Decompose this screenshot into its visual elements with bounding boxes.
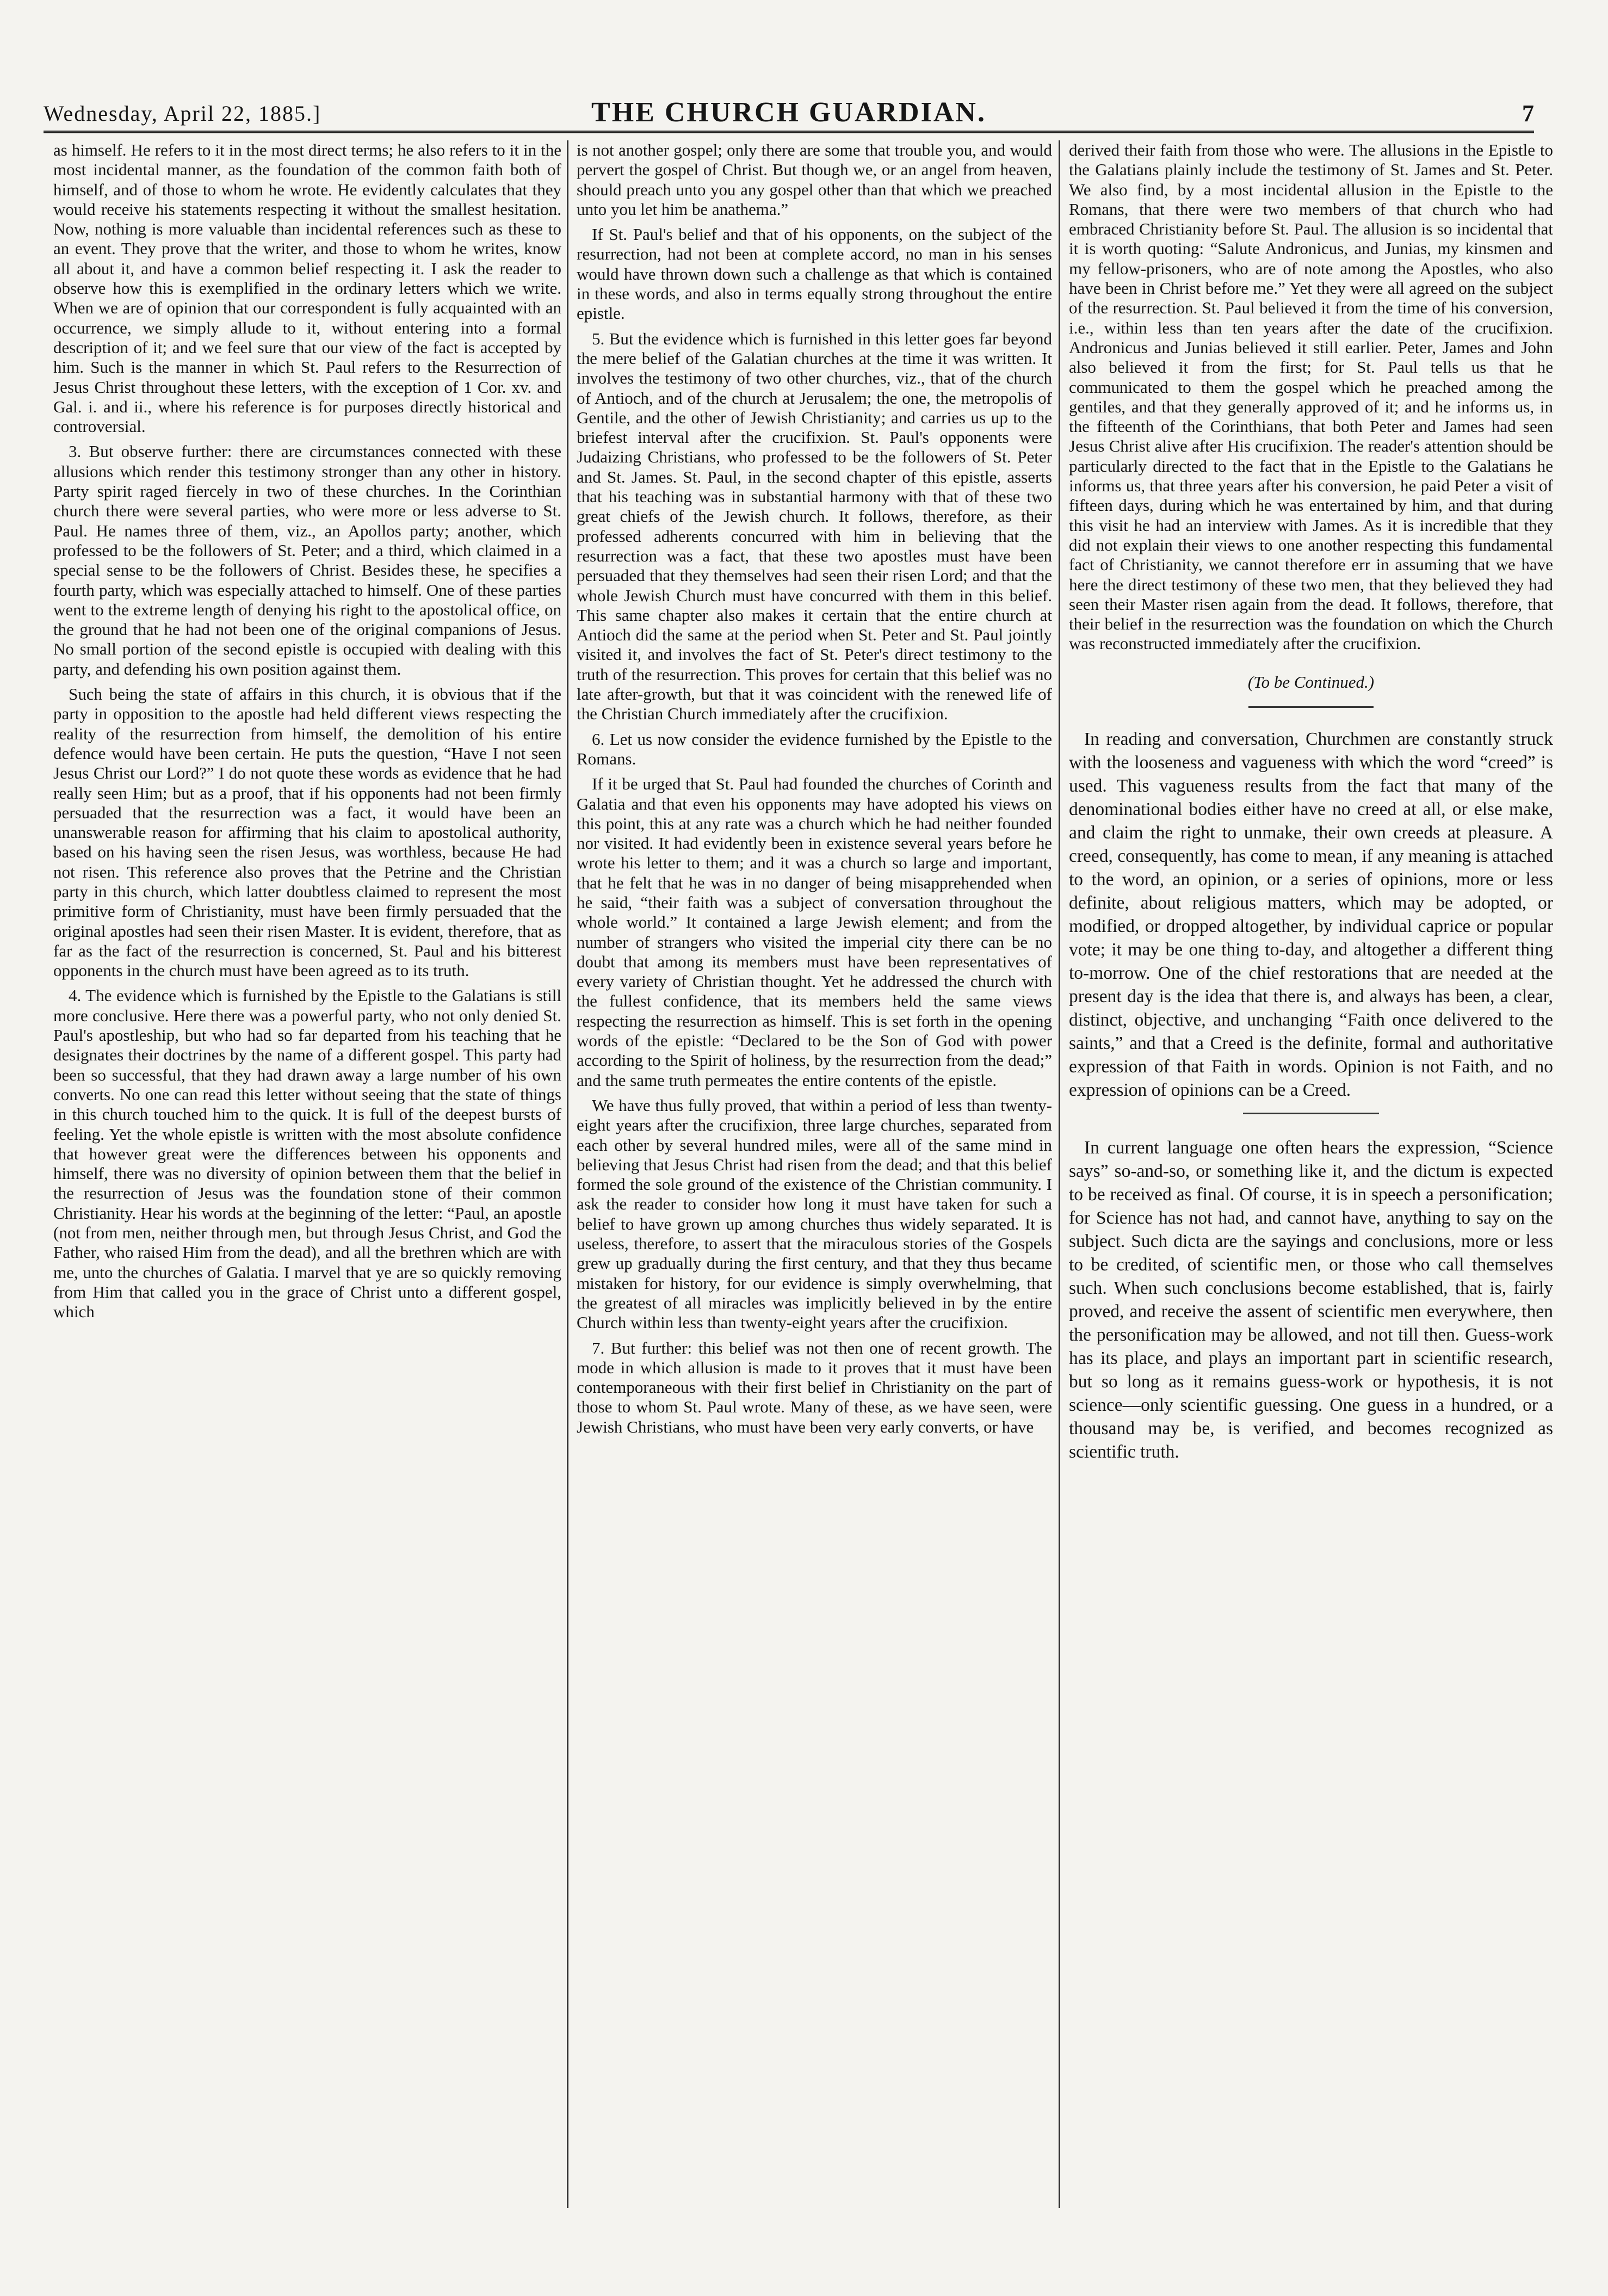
paragraph: If St. Paul's belief and that of his opponents, on the subject of the resurrection, had not been at complete accord, no man in his senses would have thrown down such a challenge as that which is contained in these words, and also in terms equally strong throughout the entire epistle.	[577, 225, 1052, 323]
paragraph: 3. But observe further: there are circumstances connected with these allusions which render this testimony stronger than any other in history. Party spirit raged fiercely in two of these churches. In the Corinthian church there were several parties, who were more or less adverse to St. Paul. He names three of them, viz., an Apollos party; another, which professed to be the followers of St. Peter; and a third, which claimed in a special sense to be the followers of Christ. Besides these, he specifies a fourth party, which was especially attached to himself. One of these parties went to the extreme length of denying his right to the apostolical office, on the ground that he had not been one of the original companions of Jesus. No small portion of the second epistle is occupied with dealing with this party, and defending his own position against them.	[53, 442, 561, 678]
newspaper-title: THE CHURCH GUARDIAN.	[591, 97, 986, 128]
paragraph: We have thus fully proved, that within a period of less than twenty-eight years after the crucifixion, three large churches, separated from each other by several hundred miles, were all of the same mind in believing that Jesus Christ had risen from the dead; and that this belief formed the sole ground of the existence of the Christian community. I ask the reader to consider how long it must have taken for such a belief to have grown up among churches thus widely separated. It is useless, therefore, to assert that the miraculous stories of the Gospels grew up gradually during the first century, and that they thus became mistaken for history, for our evidence is simply overwhelming, that the greatest of all miracles was implicitly believed in by the entire Church within less than twenty-eight years after the crucifixion.	[577, 1095, 1052, 1332]
paragraph: If it be urged that St. Paul had founded the churches of Corinth and Galatia and that even his opponents may have adopted his views on this point, this at any rate was a church which he had neither founded nor visited. It had evidently been in existence several years before he wrote his letter to them; and it was a church so large and important, that he felt that he was in no danger of being misapprehended when he said, “their faith was a subject of conversation throughout the whole world.” It contained a large Jewish element; and from the number of strangers who visited the imperial city there can be no doubt that among its members must have been representatives of every variety of Christian thought. Yet he addressed the church with the fullest confidence, that its members held the same views respecting the resurrection as himself. This is set forth in the opening words of the epistle: “Declared to be the Son of God with power according to the Spirit of holiness, by the resurrection from the dead;” and the same truth permeates the entire contents of the epistle.	[577, 774, 1052, 1090]
column-rule-1	[567, 140, 568, 2208]
paragraph: Such being the state of affairs in this church, it is obvious that if the party in opposition to the apostle had held different views respecting the reality of the resurrection from himself, the demolition of his entire defence would have been certain. He puts the question, “Have I not seen Jesus Christ our Lord?” I do not quote these words as evidence that he had really seen Him; but as a proof, that if his opponents had not been firmly persuaded that the resurrection was a fact, it would have been an unanswerable reason for affirming that his claim to apostolical authority, based on his having seen the risen Jesus, was worthless, because He had not risen. This reference also proves that the Petrine and the Christian party in this church, which latter doubtless claimed to represent the most primitive form of Christianity, must have been firmly persuaded that the original apostles had seen their risen Master. It is evident, therefore, that as far as the fact of the resurrection is concerned, St. Paul and his bitterest opponents in the church must have been agreed as to its truth.	[53, 684, 561, 980]
paragraph: 5. But the evidence which is furnished in this letter goes far beyond the mere belief of the Galatian churches at the time it was written. It involves the testimony of two other churches, viz., that of the church of Antioch, and of the church at Jerusalem; the one, the metropolis of Gentile, and the other of Jewish Christianity; and carries us up to the briefest interval after the crucifixion. St. Paul's opponents were Judaizing Christians, who professed to be the followers of St. Peter and St. James. St. Paul, in the second chapter of this epistle, asserts that his teaching was in substantial harmony with that of these two great chiefs of the Jewish church. It follows, therefore, as their professed adherents concurred with him in believing that the resurrection was a fact, that these two apostles must have been persuaded that they themselves had seen their risen Lord; and that the whole Jewish Church must have concurred with them in this belief. This same chapter also makes it certain that the entire church at Antioch did the same at the period when St. Peter and St. Paul jointly visited it, and involves the fact of St. Peter's direct testimony to the truth of the resurrection. This proves for certain that this belief was no late after-growth, but that it was coincident with the renewed life of the Christian Church immediately after the crucifixion.	[577, 329, 1052, 724]
paragraph: 4. The evidence which is furnished by the Epistle to the Galatians is still more conclusive. Here there was a powerful party, who not only denied St. Paul's apostleship, but who had so far departed from his teaching that he designates their doctrines by the name of a different gospel. This party had been so successful, that they had drawn away a large number of his own converts. No one can read this letter without seeing that the state of things in this church touched him to the quick. It is full of the deepest bursts of feeling. Yet the whole epistle is written with the most absolute confidence that however great were the differences between his opponents and himself, there was no diversity of opinion between them that the belief in the resurrection of Jesus was the foundation stone of their common Christianity. Hear his words at the beginning of the letter: “Paul, an apostle (not from men, neither through men, but through Jesus Christ, and God the Father, who raised Him from the dead), and all the brethren which are with me, unto the churches of Galatia. I marvel that ye are so quickly removing from Him that called you in the grace of Christ unto a different gospel, which	[53, 986, 561, 1322]
column-rule-2	[1059, 140, 1060, 2208]
masthead	[44, 82, 1534, 133]
paragraph: 6. Let us now consider the evidence furnished by the Epistle to the Romans.	[577, 729, 1052, 768]
paragraph: as himself. He refers to it in the most direct terms; he also refers to it in the most incidental manner, as the foundation of the common faith both of himself, and of those to whom he wrote. He evidently calculates that they would receive his statements respecting it without the smallest hesitation. Now, nothing is more valuable than incidental references such as these to an event. They prove that the writer, and those to whom he writes, know all about it, and have a common belief respecting it. I ask the reader to observe how this is exemplified in the ordinary letters which we write. When we are of opinion that our correspondent is fully acquainted with an occurrence, we simply allude to it, without entering into a formal description of it; and we feel sure that our view of the fact is accepted by him. Such is the manner in which St. Paul refers to the Resurrection of Jesus Christ throughout these letters, with the exception of 1 Cor. xv. and Gal. i. and ii., where his reference is for purposes directly historical and controversial.	[53, 140, 561, 436]
paragraph: is not another gospel; only there are some that trouble you, and would pervert the gospel of Christ. But though we, or an angel from heaven, should preach unto you any gospel other than that which we preached unto you let him be anathema.”	[577, 140, 1052, 219]
to-be-continued: (To be Continued.)	[1247, 672, 1375, 692]
column-1	[53, 140, 561, 2208]
creed-paragraph: In reading and conversation, Churchmen are constantly struck with the looseness and vagueness with which the word “creed” is used. This vagueness results from the fact that many of the denominational bodies either have no creed at all, or else make, and claim the right to unmake, their own creeds at pleasure. A creed, consequently, has come to mean, if any meaning is attached to the word, an opinion, or a series of opinions, more or less definite, about religious matters, which may be adopted, or modified, or dropped altogether, by individual caprice or popular vote; it may be one thing to-day, and altogether a different thing to-morrow. One of the chief restorations that are needed at the present day is the idea that there is, and always has been, a clear, distinct, objective, and unchanging “Faith once delivered to the saints,” and that a Creed is the definite, formal and authoritative expression of that Faith in words. Opinion is not Faith, and no expression of opinions can be a Creed.	[1069, 729, 1553, 1101]
issue-date: Wednesday, April 22, 1885.]	[44, 101, 321, 126]
section-divider	[1248, 706, 1374, 708]
science-paragraph: In current language one often hears the expression, “Science says” so-and-so, or something like it, and the dictum is expected to be received as final. Of course, it is in speech a personification; for Science has not had, and cannot have, anything to say on the subject. Such dicta are the sayings and conclusions, more or less to be credited, of scientific men, or those who call themselves such. When such conclusions become established, that is, fairly proved, and receive the assent of scientific men everywhere, then the personification may be allowed, and not till then. Guess-work has its place, and plays an important part in scientific research, but so long as it remains guess-work or hypothesis, it is not science—only scientific guessing. One guess in a hundred, or a thousand may be, is verified, and becomes recognized as scientific truth.	[1069, 1138, 1553, 1462]
column-2	[577, 140, 1052, 2208]
page-number: 7	[1522, 100, 1534, 127]
section-divider	[1243, 1113, 1379, 1114]
paragraph: derived their faith from those who were. The allusions in the Epistle to the Galatians plainly include the testimony of St. James and St. Peter. We also find, by a most incidental allusion in the Epistle to the Romans, that there were two members of that church who had embraced Christianity before St. Paul. The allusion is so incidental that it is worth quoting: “Salute Andronicus, and Junias, my kinsmen and my fellow-prisoners, who are of note among the Apostles, who also have been in Christ before me.” Yet they were all agreed on the subject of the resurrection. St. Paul believed it from the time of his conversion, i.e., within less than ten years after the date of the crucifixion. Andronicus and Junias believed it still earlier. Peter, James and John also believed it from the first; for St. Paul tells us that he communicated to them the gospel which he preached among the gentiles, and that they generally approved of it; and he informs us, in the fifteenth of the Corinthians, that both Peter and James had seen Jesus Christ alive after His crucifixion. The reader's attention should be particularly directed to the fact that in the Epistle to the Galatians he informs us, that three years after his conversion, he paid Peter a visit of fifteen days, during which he was entertained by him, and that during this visit he had an interview with James. As it is incredible that they did not explain their views to one another respecting this fundamental fact of Christianity, we cannot therefore err in assuming that we have here the direct testimony of these two men, that they believed they had seen their Master risen again from the dead. It follows, therefore, that their belief in the resurrection was the foundation on which the Church was reconstructed immediately after the crucifixion.	[1069, 140, 1553, 653]
paragraph: 7. But further: this belief was not then one of recent growth. The mode in which allusion is made to it proves that it must have been contemporaneous with their first belief in Christianity on the part of those to whom St. Paul wrote. Many of these, as we have seen, were Jewish Christians, who must have been very early converts, or have	[577, 1338, 1052, 1436]
column-3	[1069, 140, 1553, 2208]
